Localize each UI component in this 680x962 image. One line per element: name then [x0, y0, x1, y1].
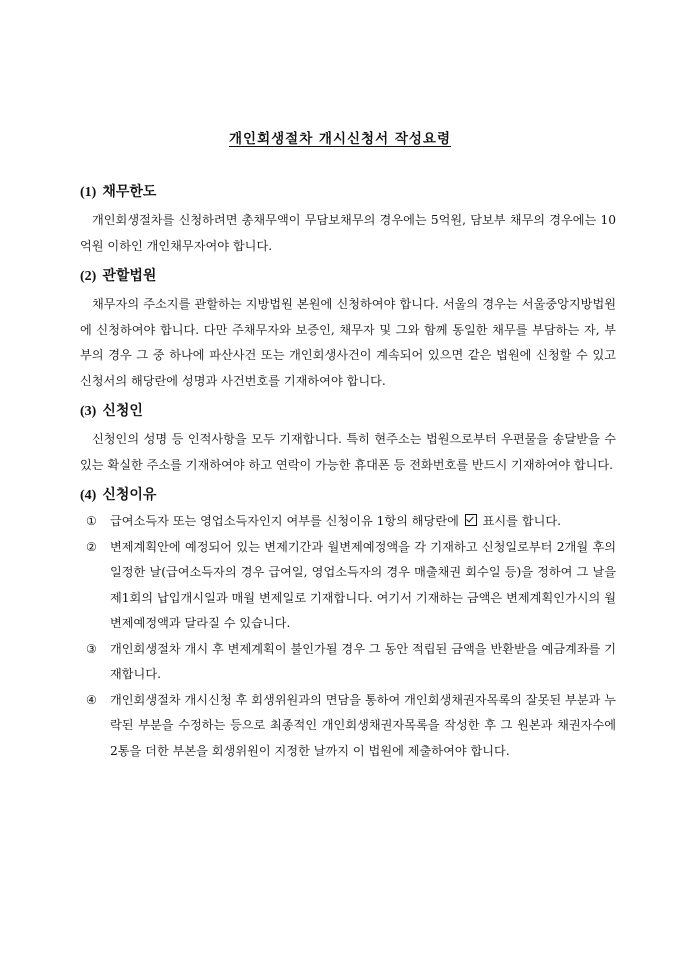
section-heading: (3) 신청인 [80, 403, 143, 419]
circled-number: ② [86, 539, 97, 554]
list-item: ① 급여소득자 또는 영업소득자인지 여부를 신청이유 1항의 해당란에 표시를 합니다. [80, 509, 616, 535]
section-jurisdiction [80, 267, 616, 394]
circled-number: ① [86, 514, 97, 528]
section-paragraph: 신청인의 성명 등 인적사항을 모두 기재합니다. 특히 현주소는 법원으로부터 우편물을 송달받을 수 있는 확실한 주소를 기재하여야 하고 연락이 가능한 휴대폰 등 전화번호를 반드시 기재하여야 합니다. [80, 432, 616, 472]
list-item [80, 688, 616, 765]
document-body [80, 183, 616, 772]
section-heading: (4) 신청이유 [80, 487, 157, 503]
circled-number: ④ [86, 692, 97, 707]
list-item [80, 637, 616, 688]
checked-box-icon [465, 514, 477, 526]
section-paragraph: 채무자의 주소지를 관할하는 지방법원 본원에 신청하여야 합니다. 서울의 경우는 서울중앙지방법원에 신청하여야 합니다. 다만 주채무자와 보증인, 채무자 및 그와 함께 동일한 채무를 부담하는 자, 부부의 경우 그 중 하나에 파산사건 또는 개인회생사건이 계속되어 있으면 같은 법원에 신청할 수 있고 신청서의 해당란에 성명과 사건번호를 기재하여야 합니다. [80, 297, 616, 388]
section-paragraph: 개인회생절차를 신청하려면 총채무액이 무담보채무의 경우에는 5억원, 담보부 채무의 경우에는 10억원 이하인 개인채무자여야 합니다. [80, 213, 616, 253]
section-reason [80, 486, 616, 764]
section-applicant [80, 402, 616, 478]
list-item-text: 변제계획안에 예정되어 있는 변제기간과 월변제예정액을 각 기재하고 신청일로부터 2개월 후의 일정한 날(급여소득자의 경우 급여일, 영업소득자의 경우 매출채권 회수일 등)을 정하여 그 날을 제1회의 납입개시일과 매월 변제일로 기재합니다. 여기서 기재하는 금액은 변제계획인가시의 월변제예정액과 달라질 수 있습니다. [110, 539, 616, 630]
list-item [80, 535, 616, 637]
section-heading: (2) 관할법원 [80, 268, 157, 284]
section-heading: (1) 채무한도 [80, 184, 157, 200]
document-title: 개인회생절차 개시신청서 작성요령 [228, 131, 451, 147]
list-item-text: 개인회생절차 개시 후 변제계획이 불인가될 경우 그 동안 적립된 금액을 반환받을 예금계좌를 기재합니다. [110, 641, 616, 681]
reason-list [80, 509, 616, 764]
section-debt-limit [80, 183, 616, 259]
circled-number: ③ [86, 641, 97, 656]
list-item-text: 개인회생절차 개시신청 후 회생위원과의 면담을 통하여 개인회생채권자목록의 잘못된 부분과 누락된 부분을 수정하는 등으로 최종적인 개인회생채권자목록을 작성한 후 그 원본과 채권자수에 2통을 더한 부본을 회생위원이 지정한 날까지 이 법원에 제출하여야 합니다. [110, 692, 616, 758]
